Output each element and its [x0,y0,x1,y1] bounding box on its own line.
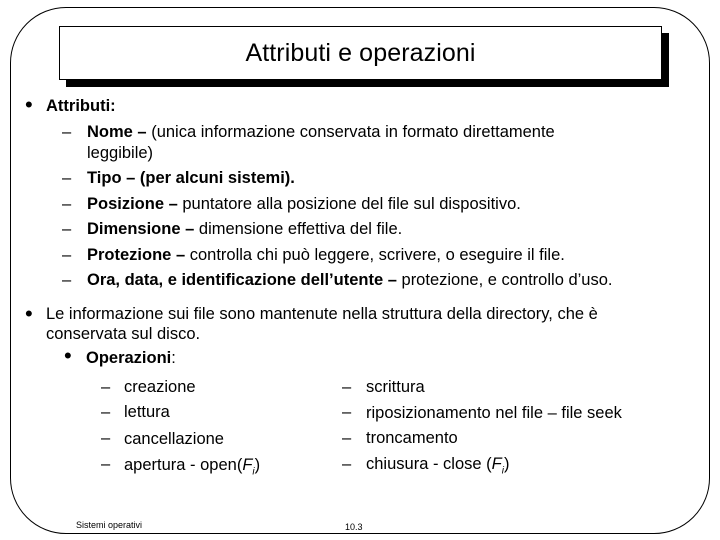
operation-creazione: creazione [124,378,196,396]
dash-3: – [62,195,72,213]
info-line-1: Le informazione sui file sono mantenute nella struttura della directory, che è [46,305,598,323]
dash-5: – [62,246,72,264]
attribute-nome-cont: leggibile) [87,144,154,162]
bullet-icon: • [64,343,72,368]
attribute-posizione: Posizione – puntatore alla posizione del file sul dispositivo. [87,195,521,213]
dash-2: – [62,169,72,187]
dash-4: – [62,220,72,238]
dash-op-r3: – [342,429,352,447]
attributes-heading: Attributi: [46,97,116,115]
dash-op-r1: – [342,378,352,396]
dash-6: – [62,271,72,289]
operation-riposizionamento: riposizionamento nel file – file seek [366,404,622,422]
footer-course: Sistemi operativi [76,520,143,530]
footer-page-number: 10.3 [345,522,363,532]
attribute-dimensione: Dimensione – dimensione effettiva del file. [87,220,403,238]
operation-scrittura: scrittura [366,378,425,396]
dash-op-l3: – [101,429,111,447]
operation-troncamento: troncamento [366,429,458,447]
info-line-2: conservata sul disco. [46,325,201,343]
dash-op-l1: – [101,378,111,396]
dash-op-l2: – [101,403,111,421]
dash-1: – [62,123,72,141]
operation-apertura: apertura - $open(F_i)$ [124,456,261,478]
operation-cancellazione: cancellazione [124,430,224,448]
dash-op-r2: – [342,403,352,421]
title-box [59,26,662,80]
operation-chiusura: chiusura - close $(F_i)$ [366,455,510,477]
slide-title: Attributi e operazioni [245,38,476,67]
attribute-protezione: Protezione – controlla chi può leggere, scrivere, o eseguire il file. [87,246,565,264]
bullet-icon: • [25,301,33,326]
dash-op-l4: – [101,455,111,473]
attribute-nome: Nome – (unica informazione conservata in formato direttamente [87,123,555,141]
dash-op-r4: – [342,455,352,473]
operation-lettura: lettura [124,403,170,421]
bullet-icon: • [25,92,33,117]
attribute-tipo: Tipo – (per alcuni sistemi). [87,169,295,187]
attribute-ora-data: Ora, data, e identificazione dell’utente – protezione, e controllo d’uso. [87,271,613,289]
operations-heading: Operazioni: [86,349,176,367]
